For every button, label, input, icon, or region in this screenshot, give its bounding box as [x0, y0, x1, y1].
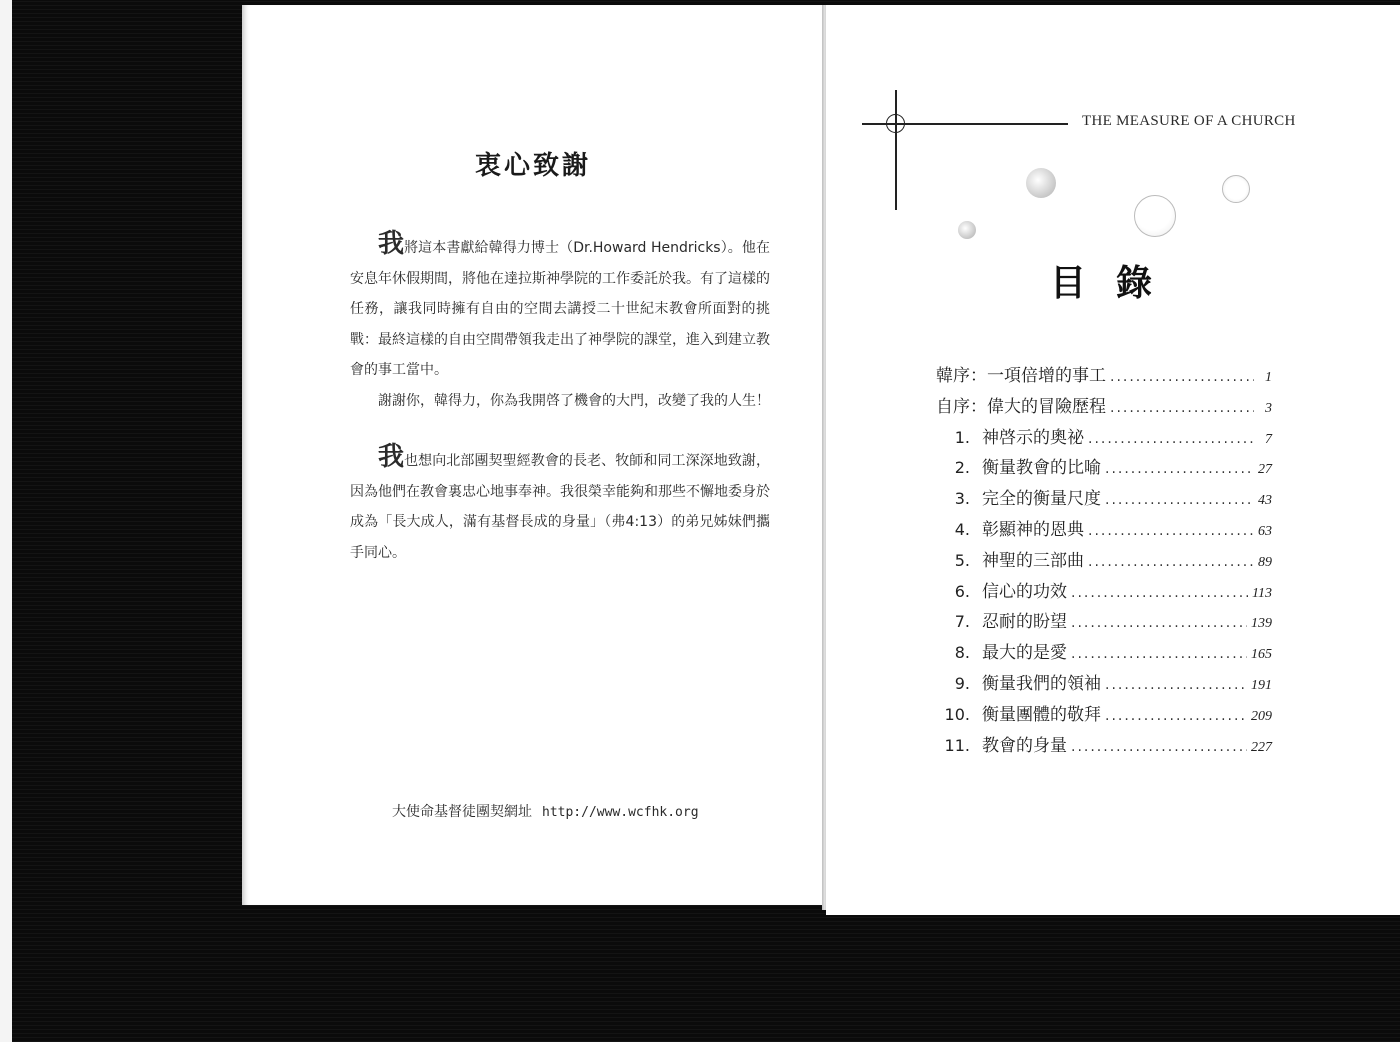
toc-label: 最大的是愛	[982, 643, 1067, 664]
toc-leader-dots	[1105, 492, 1254, 508]
toc-entry[interactable]	[936, 638, 1272, 669]
toc-entry[interactable]	[936, 453, 1272, 484]
bubble-decoration	[958, 221, 976, 239]
toc-entry[interactable]	[936, 607, 1272, 638]
toc-number: 9.	[954, 673, 970, 693]
toc-label: 忍耐的盼望	[982, 612, 1067, 633]
cross-vertical-line	[895, 90, 897, 210]
toc-entry[interactable]	[936, 515, 1272, 546]
toc-number: 11.	[944, 735, 970, 755]
paragraph-2: 謝謝你，韓得力，你為我開啓了機會的大門，改變了我的人生！	[378, 392, 770, 409]
paragraph-1	[350, 229, 770, 386]
toc-page-number: 165	[1251, 647, 1272, 663]
toc-label: 彰顯神的恩典	[982, 519, 1084, 540]
toc-label: 韓序：一項倍增的事工	[936, 366, 1106, 386]
toc-number: 10.	[944, 704, 970, 724]
bubble-decoration	[1026, 168, 1056, 198]
toc-page-number: 209	[1251, 708, 1272, 724]
toc-number: 8.	[954, 643, 970, 663]
scan-edge	[0, 0, 12, 1042]
toc-label: 衡量團體的敬拜	[982, 704, 1101, 725]
toc-leader-dots	[1071, 615, 1247, 631]
toc-leader-dots	[1071, 585, 1248, 601]
footer-label: 大使命基督徒團契網址	[392, 804, 532, 820]
toc-label: 衡量教會的比喻	[982, 458, 1101, 479]
paragraph-3	[350, 442, 770, 568]
toc-label: 教會的身量	[982, 735, 1067, 756]
toc-leader-dots	[1105, 708, 1247, 724]
table-of-contents	[936, 361, 1272, 761]
toc-number: 7.	[954, 612, 970, 632]
toc-number: 1.	[954, 427, 970, 447]
toc-label: 完全的衡量尺度	[982, 489, 1101, 510]
toc-leader-dots	[1110, 400, 1254, 416]
toc-heading: 目錄	[1050, 263, 1183, 304]
left-page	[242, 5, 824, 905]
drop-char: 我	[378, 229, 405, 259]
book-title: THE MEASURE OF A CHURCH	[1082, 113, 1296, 129]
toc-entry[interactable]	[936, 392, 1272, 423]
toc-label: 信心的功效	[982, 581, 1067, 602]
toc-page-number: 1	[1265, 370, 1272, 385]
toc-label: 衡量我們的領袖	[982, 673, 1101, 694]
toc-page-number: 63	[1258, 523, 1272, 539]
toc-leader-dots	[1088, 523, 1254, 539]
bubble-decoration	[1222, 175, 1250, 203]
toc-page-number: 227	[1251, 739, 1272, 755]
bubble-decoration	[1134, 195, 1176, 237]
toc-entry[interactable]	[936, 546, 1272, 577]
toc-entry[interactable]	[936, 361, 1272, 392]
toc-entry[interactable]	[936, 731, 1272, 762]
acknowledgement-body	[350, 229, 770, 568]
toc-label: 神聖的三部曲	[982, 550, 1084, 571]
toc-entry[interactable]	[936, 423, 1272, 454]
toc-page-number: 43	[1258, 493, 1272, 509]
website-footer	[392, 801, 699, 821]
toc-leader-dots	[1110, 369, 1254, 385]
paragraph-1-text: 將這本書獻給韓得力博士（Dr.Howard Hendricks）。他在安息年休假期間，將他在達拉斯神學院的工作委託於我。有了這樣的任務，讓我同時擁有自由的空間去講授二十世紀末教會所面對的挑戰：最終這樣的自由空間帶領我走出了神學院的課堂，進入到建立教會的事工當中。	[350, 240, 770, 378]
toc-entry[interactable]	[936, 700, 1272, 731]
toc-page-number: 27	[1258, 462, 1272, 478]
toc-leader-dots	[1088, 431, 1254, 447]
paragraph-3-text: 也想向北部團契聖經教會的長老、牧師和同工深深地致謝，因為他們在教會裏忠心地事奉神。我很榮幸能夠和那些不懈地委身於成為「長大成人，滿有基督長成的身量」（弗4:13）的弟兄姊妹們攜手同心。	[350, 453, 770, 561]
toc-page-number: 191	[1251, 677, 1272, 693]
crosshair-circle-icon	[886, 114, 905, 133]
toc-number: 4.	[954, 519, 970, 539]
footer-url[interactable]: http://www.wcfhk.org	[542, 805, 699, 820]
toc-leader-dots	[1088, 554, 1254, 570]
toc-page-number: 7	[1265, 431, 1272, 447]
toc-number: 2.	[954, 458, 970, 478]
toc-page-number: 89	[1258, 554, 1272, 570]
toc-number: 3.	[954, 489, 970, 509]
toc-entry[interactable]	[936, 484, 1272, 515]
toc-page-number: 113	[1252, 585, 1272, 601]
acknowledgement-title: 衷心致謝	[474, 151, 591, 181]
toc-entry[interactable]	[936, 669, 1272, 700]
toc-leader-dots	[1105, 461, 1254, 477]
toc-leader-dots	[1105, 677, 1247, 693]
toc-number: 5.	[954, 550, 970, 570]
toc-entry[interactable]	[936, 577, 1272, 608]
toc-leader-dots	[1071, 646, 1247, 662]
toc-label: 神啓示的奧祕	[982, 427, 1084, 448]
right-page	[826, 5, 1400, 915]
toc-page-number: 3	[1265, 400, 1272, 416]
toc-number: 6.	[954, 581, 970, 601]
toc-leader-dots	[1071, 739, 1247, 755]
toc-page-number: 139	[1251, 616, 1272, 632]
drop-char: 我	[378, 442, 405, 472]
toc-label: 自序：偉大的冒險歷程	[936, 396, 1106, 417]
